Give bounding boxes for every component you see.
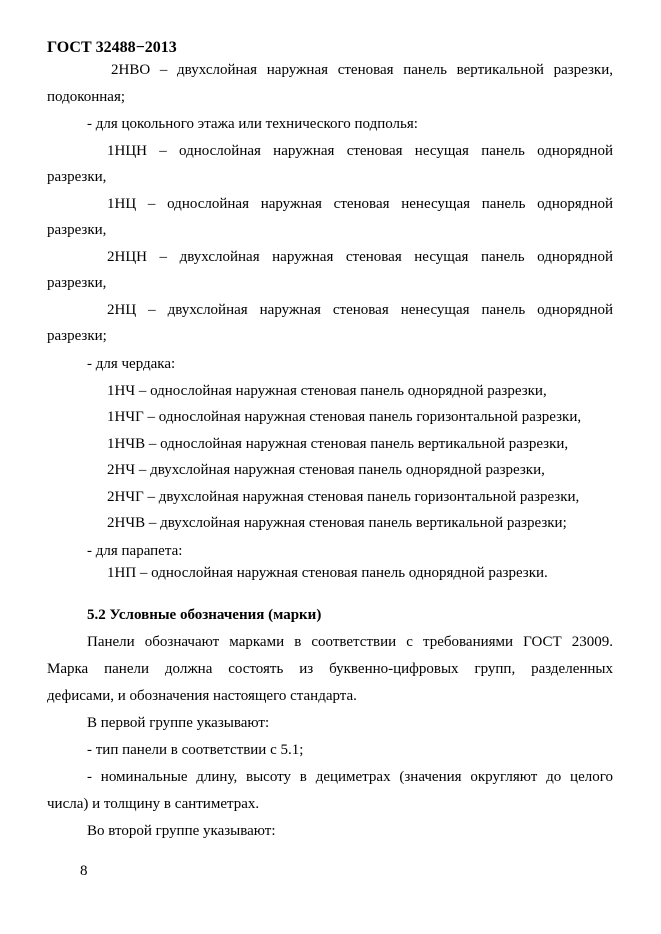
list-item: 1НЧВ – однослойная наружная стеновая панель вертикальной разрезки, [107, 436, 569, 452]
list-heading: - для цокольного этажа или технического подполья: [87, 116, 418, 132]
text-line: подоконная; [47, 89, 126, 105]
section-heading: 5.2 Условные обозначения (марки) [87, 607, 322, 623]
paragraph-line: В первой группе указывают: [87, 715, 270, 731]
list-item: 1НП – однослойная наружная стеновая панель однорядной разрезки. [107, 565, 548, 581]
text-line: 2НЦ – двухслойная наружная стеновая ненесущая панель однорядной [107, 302, 613, 318]
text-line: разрезки, [47, 222, 107, 238]
list-item: 2НЧГ – двухслойная наружная стеновая панель горизонтальной разрезки, [107, 489, 580, 505]
list-item: 2НЧ – двухслойная наружная стеновая панель однорядной разрезки, [107, 462, 545, 478]
text-line: разрезки; [47, 328, 107, 344]
list-item: 2НЧВ – двухслойная наружная стеновая панель вертикальной разрезки; [107, 515, 567, 531]
paragraph-line: дефисами, и обозначения настоящего стандарта. [47, 688, 357, 704]
list-item: - номинальные длину, высоту в дециметрах (значения округляют до целого [87, 769, 613, 785]
paragraph-line: Во второй группе указывают: [87, 823, 276, 839]
list-heading: - для чердака: [87, 356, 176, 372]
list-heading: - для парапета: [87, 543, 183, 559]
paragraph-line: Панели обозначают марками в соответствии с требованиями ГОСТ 23009. [87, 634, 613, 650]
list-item: числа) и толщину в сантиметрах. [47, 796, 260, 812]
text-line: 2НВО – двухслойная наружная стеновая панель вертикальной разрезки, [111, 62, 613, 78]
paragraph-line: Марка панели должна состоять из буквенно-цифровых групп, разделенных [47, 661, 613, 677]
text-line: разрезки, [47, 169, 107, 185]
page-number: 8 [80, 863, 88, 879]
text-line: разрезки, [47, 275, 107, 291]
text-line: 1НЦН – однослойная наружная стеновая несущая панель однорядной [107, 143, 613, 159]
list-item: 1НЧ – однослойная наружная стеновая панель однорядной разрезки, [107, 383, 547, 399]
text-line: 2НЦН – двухслойная наружная стеновая несущая панель однорядной [107, 249, 613, 265]
list-item: 1НЧГ – однослойная наружная стеновая панель горизонтальной разрезки, [107, 409, 582, 425]
list-item: - тип панели в соответствии с 5.1; [87, 742, 304, 758]
text-line: 1НЦ – однослойная наружная стеновая ненесущая панель однорядной [107, 196, 613, 212]
document-header: ГОСТ 32488−2013 [47, 39, 177, 56]
